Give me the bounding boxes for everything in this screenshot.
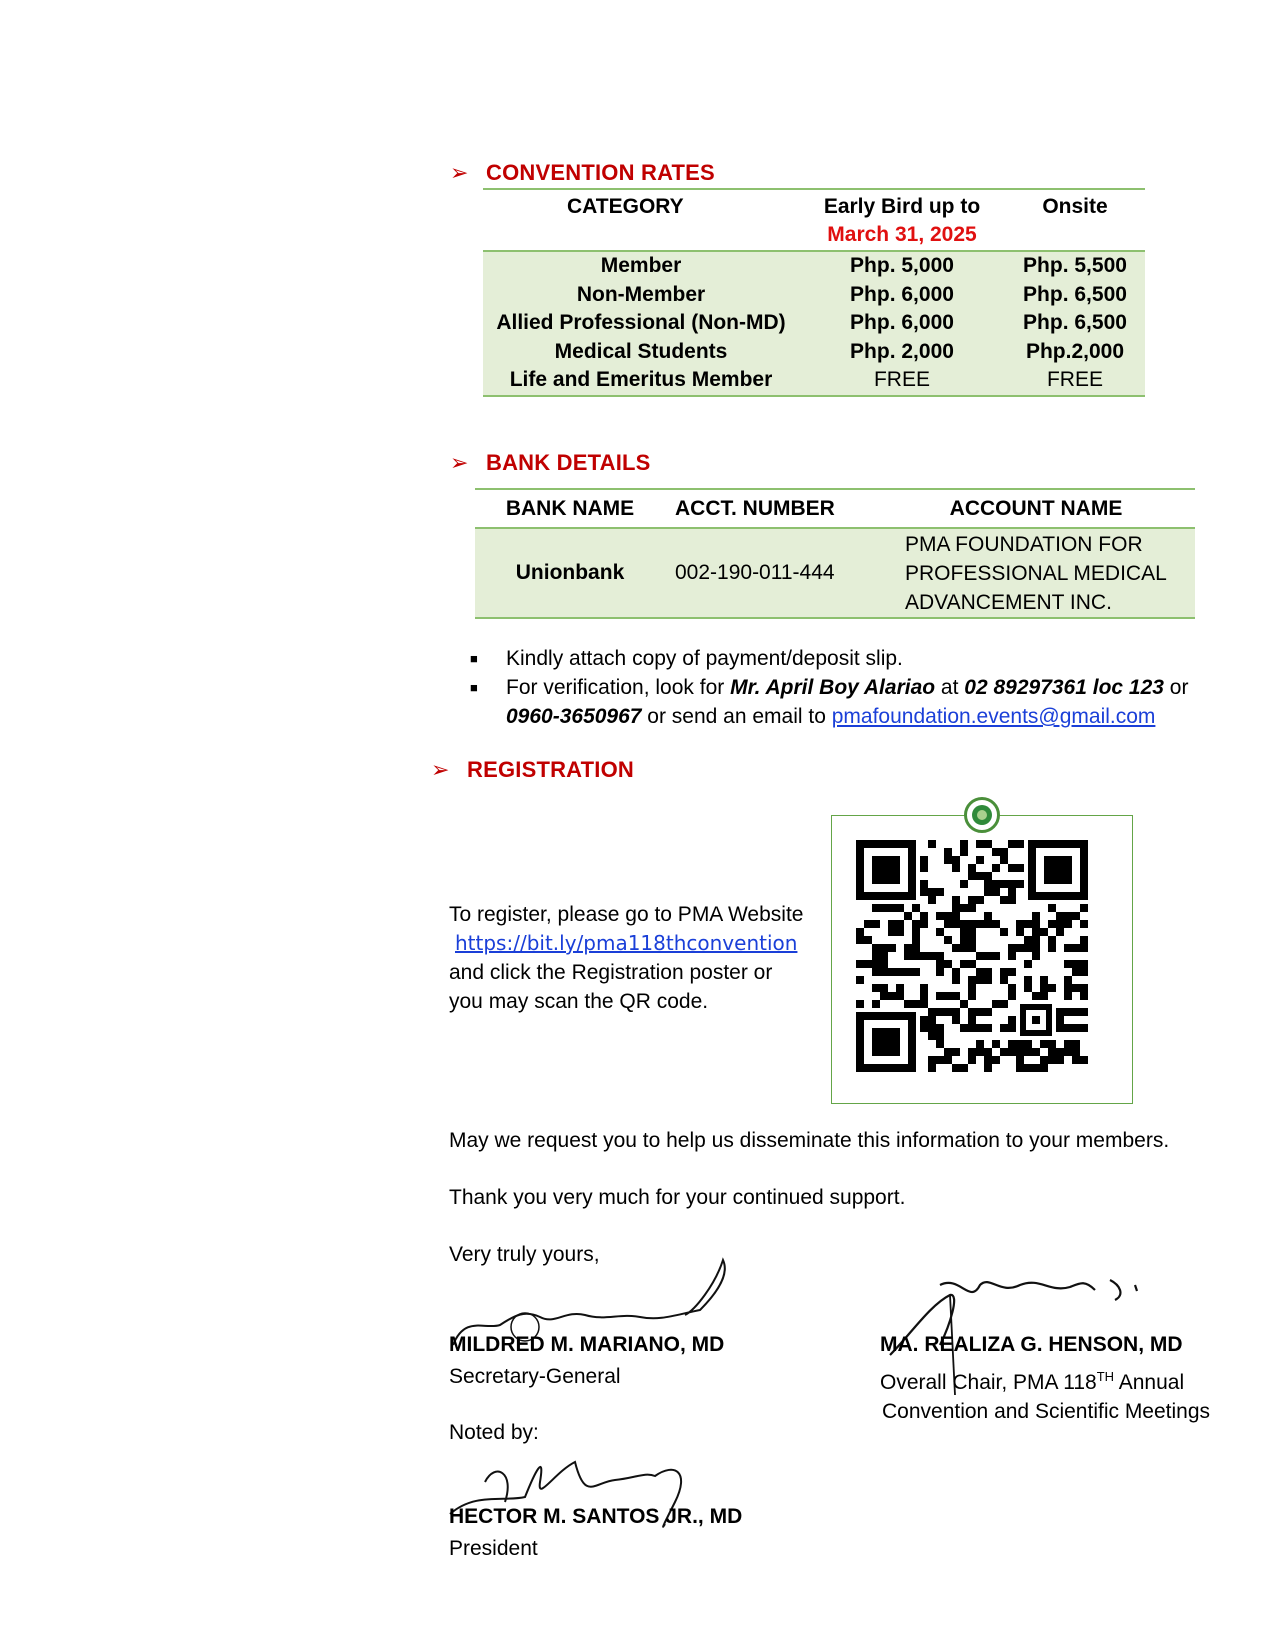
arrow-bullet-icon: ➢ <box>450 450 469 476</box>
rates-body <box>483 250 1145 397</box>
section-heading-bank: ➢ BANK DETAILS <box>450 450 651 476</box>
section-heading-rates: ➢ CONVENTION RATES <box>450 160 715 186</box>
square-bullet-icon: ■ <box>470 651 478 666</box>
signatory-1-name: MILDRED M. MARIANO, MD <box>449 1333 725 1356</box>
header-account-name: ACCOUNT NAME <box>949 497 1123 520</box>
bank-details-table <box>475 488 1195 619</box>
table-row: Life and Emeritus Member FREE FREE <box>509 368 1103 391</box>
registration-link[interactable]: https://bit.ly/pma118thconvention <box>455 931 798 955</box>
closing-thanks: Thank you very much for your continued support. <box>449 1186 906 1209</box>
list-item: ■ For verification, look for Mr. April Boy Alariao at 02 89297361 loc 123 or 0960-3650967 or send an email to pmafoundation.events@gmail.com <box>470 673 1190 731</box>
closing-request: May we request you to help us disseminate this information to your members. <box>449 1129 1170 1152</box>
table-row: Allied Professional (Non-MD) Php. 6,000 Php. 6,500 <box>496 311 1127 334</box>
account-name-value: PMA FOUNDATION FOR PROFESSIONAL MEDICAL ADVANCEMENT INC. <box>905 532 1167 614</box>
signatory-2-role: Overall Chair, PMA 118TH Annual Convention and Scientific Meetings <box>880 1369 1211 1423</box>
contact-phone: 02 89297361 loc 123 <box>964 676 1164 699</box>
table-row: Medical Students Php. 2,000 Php.2,000 <box>554 339 1125 363</box>
rates-header-row <box>483 190 1145 250</box>
table-row <box>475 529 1195 619</box>
early-bird-deadline: March 31, 2025 <box>827 223 977 246</box>
header-early-bird: Early Bird up to March 31, 2025 <box>823 195 981 246</box>
table-row: Member Php. 5,000 Php. 5,500 <box>600 254 1127 277</box>
signatory-3-name: HECTOR M. SANTOS JR., MD <box>449 1505 743 1528</box>
convention-rates-table <box>483 188 1145 397</box>
registration-instructions: To register, please go to PMA Website https://bit.ly/pma118thconvention and click the Registration poster or you may scan the QR code. <box>449 903 804 1013</box>
bank-header-row <box>475 490 1195 529</box>
contact-person: Mr. April Boy Alariao <box>730 676 936 699</box>
signatory-2-name: MA. REALIZA G. HENSON, MD <box>880 1333 1183 1356</box>
qr-code[interactable] <box>831 815 1133 1104</box>
header-onsite: Onsite <box>1042 195 1108 218</box>
bank-name-value: Unionbank <box>515 561 625 584</box>
header-bank-name: BANK NAME <box>505 497 635 520</box>
pma-seal-icon <box>964 797 1000 833</box>
acct-number-value: 002-190-011-444 <box>675 561 835 584</box>
contact-mobile: 0960-3650967 <box>506 705 642 728</box>
table-row: Non-Member Php. 6,000 Php. 6,500 <box>576 282 1127 306</box>
arrow-bullet-icon: ➢ <box>431 757 450 783</box>
noted-by-label: Noted by: <box>449 1421 539 1444</box>
payment-notes <box>470 644 1190 731</box>
signatory-3-role: President <box>449 1537 538 1560</box>
header-acct-number: ACCT. NUMBER <box>675 497 835 520</box>
email-link[interactable]: pmafoundation.events@gmail.com <box>831 705 1156 728</box>
qr-code-image <box>832 816 1131 1102</box>
square-bullet-icon: ■ <box>470 680 478 695</box>
closing-salutation: Very truly yours, <box>449 1243 600 1266</box>
list-item: ■ Kindly attach copy of payment/deposit slip. <box>470 644 1190 673</box>
signatory-1-role: Secretary-General <box>449 1365 621 1388</box>
section-heading-registration: ➢ REGISTRATION <box>431 757 634 783</box>
arrow-bullet-icon: ➢ <box>450 160 469 186</box>
header-category: CATEGORY <box>567 195 684 218</box>
